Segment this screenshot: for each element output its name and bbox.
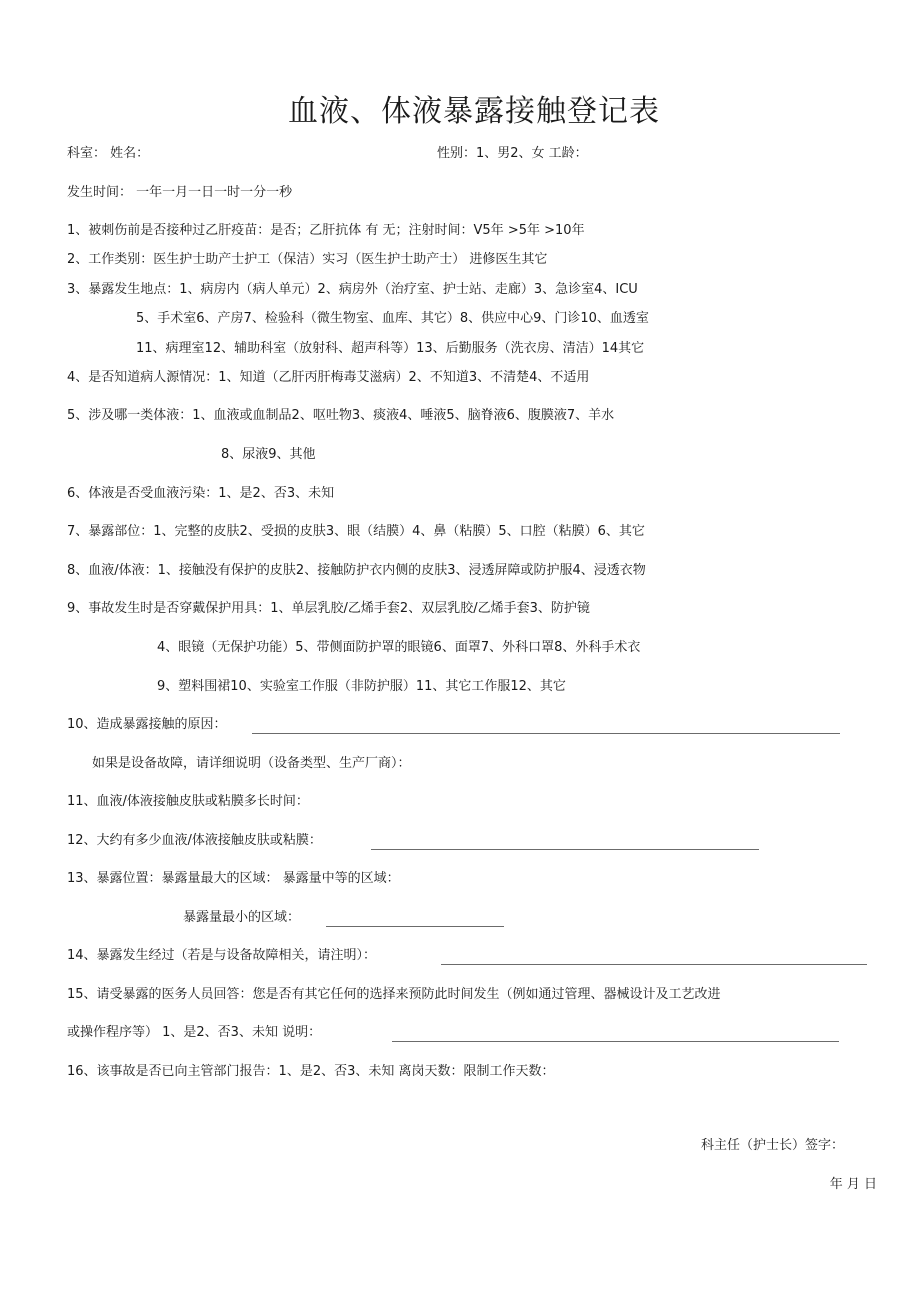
- question-10-label: 10、造成暴露接触的原因：: [67, 717, 227, 732]
- question-13-answer-line[interactable]: [326, 915, 504, 927]
- dept-name-field: 科室： 姓名：: [67, 146, 150, 161]
- question-12-answer-line[interactable]: [371, 838, 759, 850]
- question-15-answer-line[interactable]: [392, 1030, 839, 1042]
- incident-time-field: 发生时间： 一年一月一日一时一分一秒: [67, 185, 293, 200]
- question-10-detail: 如果是设备故障，请详细说明（设备类型、生产厂商）：: [92, 756, 411, 771]
- form-title: 血液、体液暴露接触登记表: [288, 94, 660, 129]
- question-6: 6、体液是否受血液污染：1、是2、否3、未知: [67, 486, 335, 501]
- question-5-line-1: 5、涉及哪一类体液：1、血液或血制品2、呕吐物3、痰液4、唾液5、脑脊液6、腹膜液7、羊水: [67, 408, 615, 423]
- supervisor-signature: 科主任（护士长）签字：: [700, 1138, 844, 1153]
- question-15-line-1: 15、请受暴露的医务人员回答：您是否有其它任何的选择来预防此时间发生（例如通过管理、器械设计及工艺改进: [67, 987, 721, 1002]
- question-4: 4、是否知道病人源情况：1、知道（乙肝丙肝梅毒艾滋病）2、不知道3、不清楚4、不适用: [67, 370, 590, 385]
- question-14: 14、暴露发生经过（若是与设备故障相关，请注明）：: [67, 948, 377, 963]
- question-8: 8、血液/体液：1、接触没有保护的皮肤2、接触防护衣内侧的皮肤3、浸透屏障或防护服4、浸透衣物: [67, 563, 646, 578]
- question-11: 11、血液/体液接触皮肤或粘膜多长时间：: [67, 794, 309, 809]
- question-13-line-2: 暴露量最小的区域：: [183, 910, 301, 925]
- question-15-line-2: 或操作程序等） 1、是2、否3、未知 说明：: [67, 1025, 322, 1040]
- question-13-line-1: 13、暴露位置：暴露量最大的区域： 暴露量中等的区域：: [67, 871, 400, 886]
- question-9-line-2: 4、眼镜（无保护功能）5、带侧面防护罩的眼镜6、面罩7、外科口罩8、外科手术衣: [157, 640, 641, 655]
- question-16: 16、该事故是否已向主管部门报告：1、是2、否3、未知 离岗天数：限制工作天数：: [67, 1064, 555, 1079]
- question-3-line-3: 11、病理室12、辅助科室（放射科、超声科等）13、后勤服务（洗衣房、清洁）14其它: [136, 341, 645, 356]
- question-9-line-3: 9、塑料围裙10、实验室工作服（非防护服）11、其它工作服12、其它: [157, 679, 566, 694]
- question-1: 1、被刺伤前是否接种过乙肝疫苗：是否；乙肝抗体 有 无；注射时间：V5年 >5年 >10年: [67, 223, 585, 238]
- question-14-answer-line[interactable]: [441, 953, 867, 965]
- question-3-line-1: 3、暴露发生地点：1、病房内（病人单元）2、病房外（治疗室、护士站、走廊）3、急诊室4、ICU: [67, 282, 638, 297]
- gender-age-field: 性别：1、男2、女 工龄：: [437, 146, 588, 161]
- question-9-line-1: 9、事故发生时是否穿戴保护用具：1、单层乳胶/乙烯手套2、双层乳胶/乙烯手套3、防护镜: [67, 601, 590, 616]
- question-10: [67, 716, 227, 734]
- question-2: 2、工作类别：医生护士助产士护工（保洁）实习（医生护士助产士） 进修医生其它: [67, 252, 548, 267]
- question-5-line-2: 8、尿液9、其他: [221, 447, 316, 462]
- question-3-line-2: 5、手术室6、产房7、检验科（微生物室、血库、其它）8、供应中心9、门诊10、血透室: [136, 311, 649, 326]
- signature-date: 年 月 日: [829, 1177, 877, 1192]
- question-12: 12、大约有多少血液/体液接触皮肤或粘膜：: [67, 833, 322, 848]
- question-10-answer-line[interactable]: [252, 722, 840, 734]
- question-7: 7、暴露部位：1、完整的皮肤2、受损的皮肤3、眼（结膜）4、鼻（粘膜）5、口腔（粘膜）6、其它: [67, 524, 645, 539]
